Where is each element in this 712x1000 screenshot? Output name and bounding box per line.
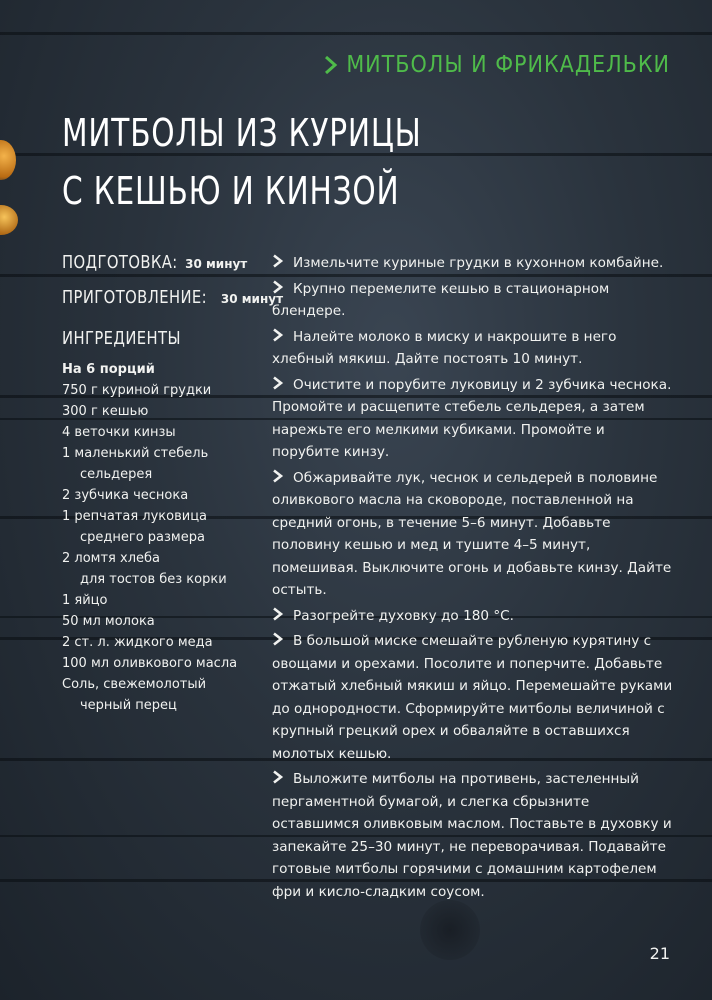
chevron-right-icon bbox=[272, 469, 284, 483]
wood-knot bbox=[420, 900, 480, 960]
prep-time-value: 30 минут bbox=[185, 257, 248, 271]
recipe-step-text: Выложите митболы на противень, застеленный пергаментной бумагой, и слегка сбрызните оставшимся оливковым маслом. Поставьте в духовку и запекайте 25–30 минут, не переворачивая. Подавайте готовые митболы горячими с домашним картофелем фри и кисло-сладким соусом. bbox=[272, 771, 672, 900]
chevron-right-icon bbox=[324, 55, 338, 75]
recipe-step bbox=[272, 467, 674, 602]
recipe-step bbox=[272, 630, 674, 765]
recipe-steps bbox=[272, 252, 674, 906]
recipe-step-text: В большой миске смешайте рубленую курятину с овощами и орехами. Посолите и поперчите. Добавьте отжатый хлебный мякиш и яйцо. Перемешайте руками до однородности. Сформируйте митболы величиной с крупный грецкий орех и обваляйте в оставшихся молотых кешью. bbox=[272, 633, 673, 762]
ingredient-line: сельдерея bbox=[80, 467, 153, 482]
cook-time-value: 30 минут bbox=[220, 292, 284, 306]
ingredient-line: 4 веточки кинзы bbox=[62, 425, 176, 440]
chevron-right-icon bbox=[272, 280, 284, 294]
food-garnish bbox=[0, 205, 18, 235]
cook-time bbox=[62, 287, 284, 308]
chevron-right-icon bbox=[272, 632, 284, 646]
recipe-sidebar bbox=[62, 252, 284, 716]
servings: На 6 порций bbox=[62, 362, 155, 377]
recipe-step-text: Очистите и порубите луковицу и 2 зубчика чеснока. Промойте и расщепите стебель сельдерея, а затем нарежьте его мелкими кубиками. Промойте и порубите кинзу. bbox=[272, 376, 672, 460]
ingredient-line: 2 ломтя хлеба bbox=[62, 551, 160, 566]
ingredient-line: 2 зубчика чеснока bbox=[62, 488, 189, 503]
recipe-step-text: Измельчите куриные грудки в кухонном комбайне. bbox=[293, 255, 664, 271]
recipe-step-text: Обжаривайте лук, чеснок и сельдерей в половине оливкового масла на сковороде, поставленной на средний огонь, в течение 5–6 минут. Добавьте половину кешью и мед и тушите 4–5 минут, помешивая. Выключите огонь и добавьте кинзу. Дайте остыть. bbox=[272, 469, 672, 598]
chevron-right-icon bbox=[272, 328, 284, 342]
recipe-title-line1: МИТБОЛЫ ИЗ КУРИЦЫ bbox=[62, 111, 422, 155]
ingredient-line: 100 мл оливкового масла bbox=[62, 656, 238, 671]
ingredient-line: 750 г куриной грудки bbox=[62, 383, 212, 398]
recipe-step-text: Налейте молоко в миску и накрошите в него хлебный мякиш. Дайте постоять 10 минут. bbox=[272, 328, 617, 367]
ingredient-line: 1 яйцо bbox=[62, 593, 108, 608]
ingredient-line: среднего размера bbox=[80, 530, 205, 545]
recipe-step bbox=[272, 252, 674, 275]
chevron-right-icon bbox=[272, 376, 284, 390]
ingredient-line: 300 г кешью bbox=[62, 404, 149, 419]
recipe-step bbox=[272, 768, 674, 903]
ingredient-line: для тостов без корки bbox=[80, 572, 227, 587]
prep-time bbox=[62, 252, 262, 273]
ingredient-line: 50 мл молока bbox=[62, 614, 155, 629]
chevron-right-icon bbox=[272, 770, 284, 784]
recipe-title bbox=[62, 104, 422, 220]
ingredient-line: 1 репчатая луковица bbox=[62, 509, 208, 524]
ingredient-line: черный перец bbox=[80, 698, 177, 713]
cook-time-label: ПРИГОТОВЛЕНИЕ: bbox=[62, 287, 208, 308]
recipe-step-text: Крупно перемелите кешью в стационарном блендере. bbox=[272, 280, 610, 319]
recipe-step bbox=[272, 374, 674, 464]
recipe-step-text: Разогрейте духовку до 180 °C. bbox=[293, 607, 514, 624]
ingredient-list bbox=[62, 380, 262, 716]
chevron-right-icon bbox=[272, 254, 284, 268]
food-garnish bbox=[0, 140, 16, 180]
ingredient-line: Соль, свежемолотый bbox=[62, 677, 207, 692]
prep-time-label: ПОДГОТОВКА: bbox=[62, 252, 178, 273]
ingredient-line: 1 маленький стебель bbox=[62, 446, 209, 461]
ingredient-line: 2 ст. л. жидкого меда bbox=[62, 635, 213, 650]
section-breadcrumb bbox=[324, 52, 670, 78]
recipe-step bbox=[272, 278, 674, 323]
ingredients-heading: ИНГРЕДИЕНТЫ bbox=[62, 328, 181, 349]
page-number: 21 bbox=[649, 944, 670, 963]
chevron-right-icon bbox=[272, 607, 284, 621]
recipe-step bbox=[272, 326, 674, 371]
recipe-step bbox=[272, 605, 674, 628]
section-label: МИТБОЛЫ И ФРИКАДЕЛЬКИ bbox=[346, 52, 670, 78]
recipe-title-line2: С КЕШЬЮ И КИНЗОЙ bbox=[62, 169, 400, 213]
